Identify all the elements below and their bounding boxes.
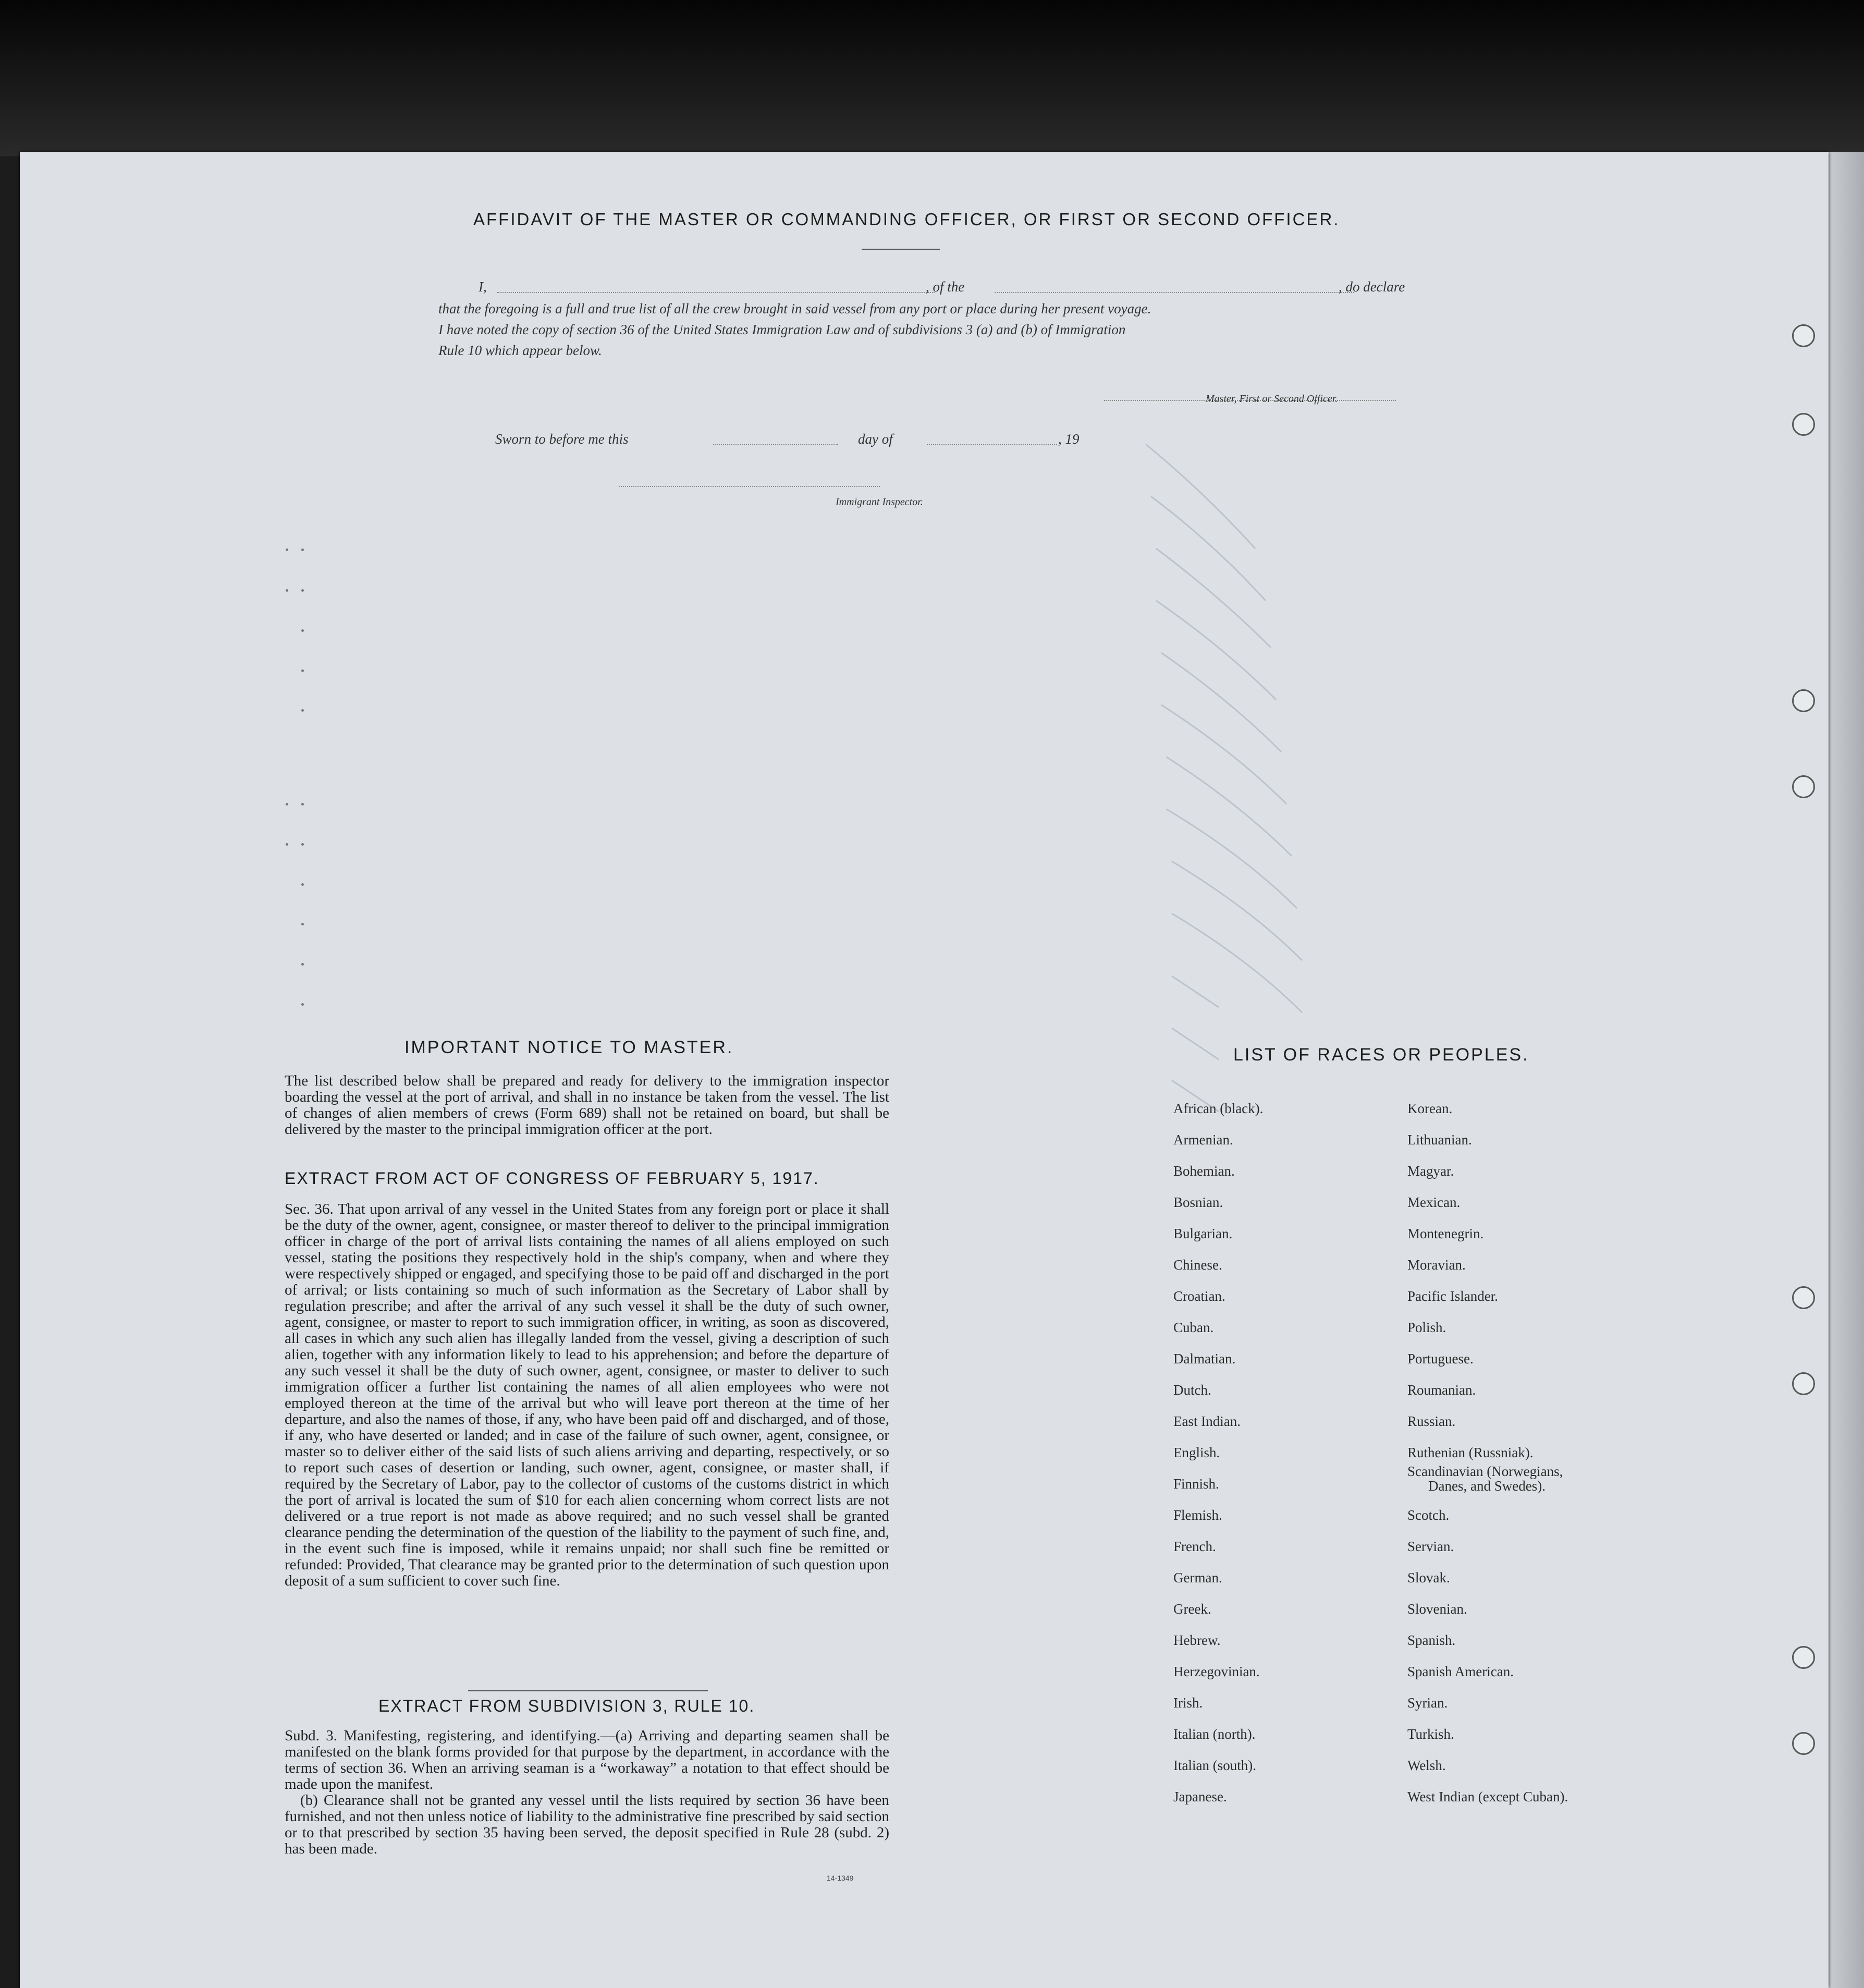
race-item: Chinese. <box>1173 1257 1222 1273</box>
race-item: Danes, and Swedes). <box>1428 1478 1546 1494</box>
race-item: Hebrew. <box>1173 1632 1221 1648</box>
notice-title: IMPORTANT NOTICE TO MASTER. <box>404 1038 734 1057</box>
master-caption: Master, First or Second Officer. <box>1206 393 1338 405</box>
race-item: Servian. <box>1407 1539 1454 1554</box>
affidavit-line-3: I have noted the copy of section 36 of the United States Immigration Law and of subdivisions 3 (a) and (b) of Immigration <box>438 322 1126 337</box>
margin-dot <box>286 803 288 806</box>
form-number: 14-1349 <box>827 1874 854 1882</box>
race-item: Japanese. <box>1173 1789 1227 1804</box>
margin-dot <box>301 803 304 806</box>
race-item: Pacific Islander. <box>1407 1288 1498 1304</box>
race-item: Scandinavian (Norwegians, <box>1407 1463 1563 1479</box>
race-item: Syrian. <box>1407 1695 1448 1711</box>
affidavit-declare: , do declare <box>1339 279 1405 295</box>
bleed-through-marks <box>1141 413 1375 1195</box>
margin-dot <box>301 629 304 632</box>
margin-dot <box>301 669 304 672</box>
race-item: Mexican. <box>1407 1194 1461 1210</box>
extract-act-title: EXTRACT FROM ACT OF CONGRESS OF FEBRUARY 5, 1917. <box>285 1169 819 1188</box>
race-item: East Indian. <box>1173 1413 1241 1429</box>
margin-dot <box>301 923 304 925</box>
margin-dot <box>286 589 288 592</box>
margin-dot <box>286 843 288 846</box>
margin-dot <box>301 883 304 886</box>
margin-dot <box>301 843 304 846</box>
notice-text: The list described below shall be prepared and ready for delivery to the immigration inspector boarding the vessel at the port of arrival, and shall in no instance be taken from the vessel. The list of changes of alien members of crews (Form 689) shall not be retained on board, but shall be delivered by the master to the principal immigration officer at the port. <box>285 1072 889 1138</box>
manifest-page <box>20 152 1829 1988</box>
race-item: English. <box>1173 1445 1220 1460</box>
binder-hole <box>1792 324 1815 347</box>
race-item: Bulgarian. <box>1173 1226 1233 1241</box>
race-item: Slovenian. <box>1407 1601 1467 1617</box>
sworn-month-blank[interactable] <box>927 444 1057 445</box>
margin-dot <box>301 548 304 551</box>
race-item: Greek. <box>1173 1601 1211 1617</box>
race-item: Montenegrin. <box>1407 1226 1484 1241</box>
section-rule <box>468 1690 708 1691</box>
page-edge-shadow <box>1829 152 1864 1988</box>
affidavit-line-2: that the foregoing is a full and true list of all the crew brought in said vessel from any port or place during her present voyage. <box>438 301 1151 316</box>
race-item: Dutch. <box>1173 1382 1211 1398</box>
races-title: LIST OF RACES OR PEOPLES. <box>1233 1045 1529 1065</box>
inspector-caption: Immigrant Inspector. <box>836 496 923 508</box>
race-item: Spanish. <box>1407 1632 1456 1648</box>
race-item: Ruthenian (Russniak). <box>1407 1445 1534 1460</box>
binder-hole <box>1792 1646 1815 1669</box>
name-blank[interactable] <box>497 292 935 293</box>
race-item: Irish. <box>1173 1695 1203 1711</box>
race-item: German. <box>1173 1570 1222 1585</box>
margin-dot <box>301 589 304 592</box>
race-item: Scotch. <box>1407 1507 1450 1523</box>
race-item: African (black). <box>1173 1101 1264 1116</box>
rule-10-b: (b) Clearance shall not be granted any vessel until the lists required by section 36 have been furnished, and not then unless notice of liability to the administrative fine prescribed by said section or to that prescribed by section 35 having been served, the deposit specified in Rule 28 (subd. 2) has been made. <box>285 1792 889 1857</box>
affidavit-line-4: Rule 10 which appear below. <box>438 343 602 358</box>
race-item: Armenian. <box>1173 1132 1233 1148</box>
binder-hole <box>1792 1286 1815 1309</box>
race-item: Italian (south). <box>1173 1758 1256 1773</box>
race-item: Herzegovinian. <box>1173 1664 1260 1679</box>
day-of-text: day of <box>858 431 893 447</box>
race-item: Lithuanian. <box>1407 1132 1472 1148</box>
margin-dot <box>301 1003 304 1006</box>
race-item: Bohemian. <box>1173 1163 1235 1179</box>
race-item: Roumanian. <box>1407 1382 1476 1398</box>
affidavit-i: I, <box>479 279 487 295</box>
rule-10-text <box>285 1728 889 1857</box>
affidavit-of-the: , of the <box>926 279 965 295</box>
race-item: Cuban. <box>1173 1320 1214 1335</box>
sworn-text: Sworn to before me this <box>495 431 629 447</box>
race-item: Flemish. <box>1173 1507 1222 1523</box>
scanner-background <box>0 0 1864 156</box>
binder-hole <box>1792 1732 1815 1755</box>
binder-hole <box>1792 775 1815 798</box>
margin-dot <box>301 709 304 712</box>
race-item: Korean. <box>1407 1101 1453 1116</box>
margin-dot <box>286 548 288 551</box>
binder-hole <box>1792 1372 1815 1395</box>
race-item: Polish. <box>1407 1320 1446 1335</box>
sworn-day-blank[interactable] <box>713 444 838 445</box>
vessel-blank[interactable] <box>995 292 1354 293</box>
rule-10-a: Subd. 3. Manifesting, registering, and identifying.—(a) Arriving and departing seamen shall be manifested on the blank forms provided for that purpose by the department, in accordance with the terms of section 36. When an arriving seaman is a “workaway” a notation to that effect should be made upon the manifest. <box>285 1727 889 1792</box>
race-item: Moravian. <box>1407 1257 1466 1273</box>
race-item: Turkish. <box>1407 1726 1454 1742</box>
title-rule <box>862 249 940 250</box>
binder-hole <box>1792 689 1815 712</box>
race-item: French. <box>1173 1539 1216 1554</box>
margin-dot <box>301 963 304 966</box>
race-item: Croatian. <box>1173 1288 1225 1304</box>
race-item: Slovak. <box>1407 1570 1450 1585</box>
race-item: Portuguese. <box>1407 1351 1474 1367</box>
race-item: Italian (north). <box>1173 1726 1256 1742</box>
section-36-text: Sec. 36. That upon arrival of any vessel in the United States from any foreign port or place it shall be the duty of the owner, agent, consignee, or master thereof to deliver to the principal immigration officer in charge of the port of arrival lists containing the names of all aliens employed on such vessel, stating the positions they respectively hold in the ship's company, when and where they were respectively shipped or engaged, and specifying those to be paid off and discharged in the port of arrival; or lists containing so much of such information as the Secretary of Labor shall by regulation prescribe; and after the arrival of any such vessel it shall be the duty of such owner, agent, consignee, or master to report to such immigration officer, in writing, as soon as discovered, all cases in which any such alien has illegally landed from the vessel, giving a description of such alien, together with any information likely to lead to his apprehension; and before the departure of any such vessel it shall be the duty of such owner, agent, consignee, or master to deliver to such immigration officer a further list containing the names of all alien employees who were not employed thereon at the time of the arrival but who will leave port thereon at the time of her departure, and also the names of those, if any, who have been paid off and discharged, and of those, if any, who have deserted or landed; and in case of the failure of such owner, agent, consignee, or master so to deliver either of the said lists of such aliens arriving and departing, respectively, or so to report such cases of desertion or landing, such owner, agent, consignee, or master shall, if required by the Secretary of Labor, pay to the collector of customs of the customs district in which the port of arrival is located the sum of $10 for each alien concerning whom correct lists are not delivered or a true report is not made as above required; and no such vessel shall be granted clearance pending the determination of the question of the liability to the payment of such fine, and, in the event such fine is imposed, while it remains unpaid; nor shall such fine be remitted or refunded: Provided, That clearance may be granted prior to the determination of such question upon deposit of a sum sufficient to cover such fine. <box>285 1201 889 1589</box>
affidavit-title: AFFIDAVIT OF THE MASTER OR COMMANDING OFFICER, OR FIRST OR SECOND OFFICER. <box>473 210 1340 229</box>
year-text: , 19 <box>1058 431 1080 447</box>
binder-hole <box>1792 413 1815 436</box>
race-item: Dalmatian. <box>1173 1351 1236 1367</box>
race-item: Magyar. <box>1407 1163 1454 1179</box>
inspector-signature-blank[interactable] <box>619 486 880 487</box>
race-item: Finnish. <box>1173 1476 1219 1492</box>
race-item: Spanish American. <box>1407 1664 1514 1679</box>
race-item: Russian. <box>1407 1413 1456 1429</box>
extract-rule-title: EXTRACT FROM SUBDIVISION 3, RULE 10. <box>378 1697 755 1715</box>
race-item: Welsh. <box>1407 1758 1446 1773</box>
race-item: West Indian (except Cuban). <box>1407 1789 1568 1804</box>
race-item: Bosnian. <box>1173 1194 1223 1210</box>
